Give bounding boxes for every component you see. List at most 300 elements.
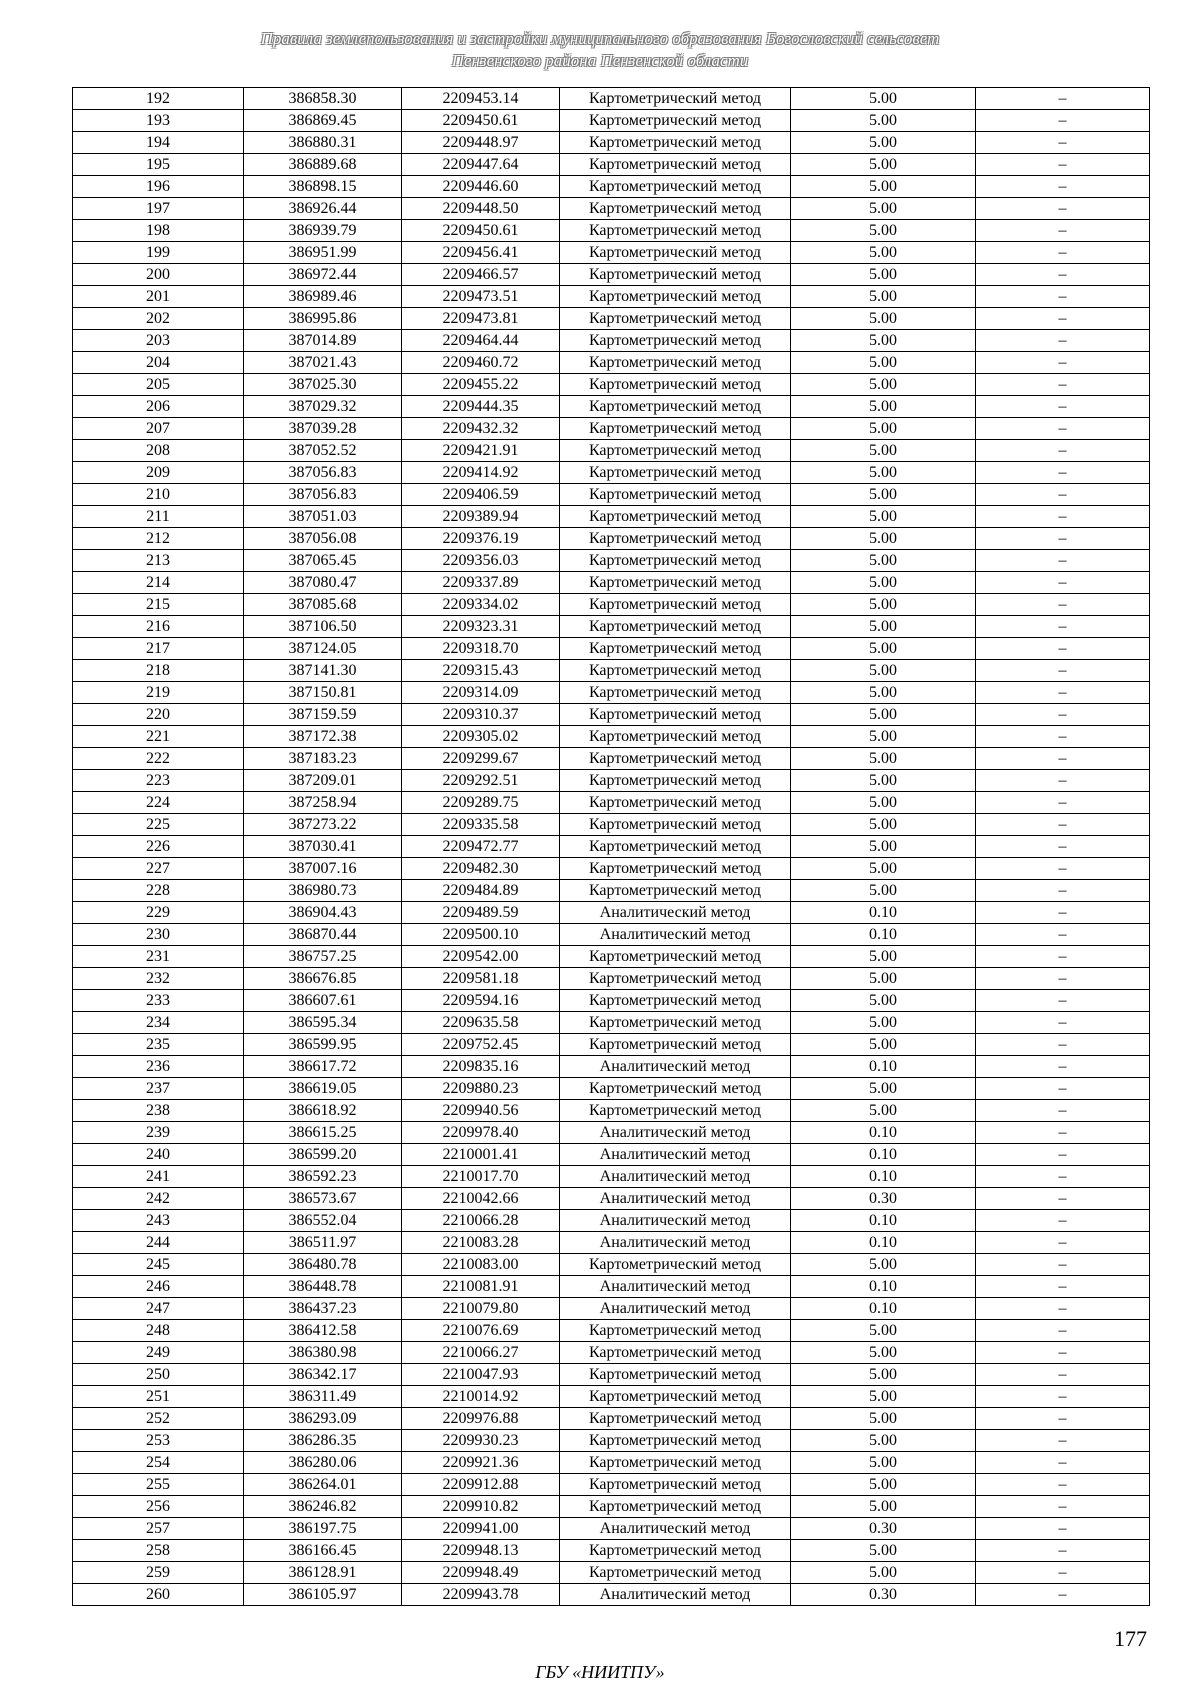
table-row	[73, 1298, 1150, 1320]
description-cell: –	[976, 1562, 1150, 1584]
description-cell: –	[976, 1056, 1150, 1078]
description-cell: –	[976, 682, 1150, 704]
method-cell: Картометрический метод	[560, 1078, 791, 1100]
description-cell: –	[976, 1584, 1150, 1606]
y-coordinate-cell: 2209941.00	[402, 1518, 560, 1540]
description-cell: –	[976, 726, 1150, 748]
accuracy-cell: 5.00	[791, 506, 976, 528]
table-row	[73, 198, 1150, 220]
y-coordinate-cell: 2209482.30	[402, 858, 560, 880]
description-cell: –	[976, 528, 1150, 550]
method-cell: Картометрический метод	[560, 88, 791, 110]
description-cell: –	[976, 616, 1150, 638]
y-coordinate-cell: 2209448.97	[402, 132, 560, 154]
accuracy-cell: 5.00	[791, 594, 976, 616]
y-coordinate-cell: 2210066.28	[402, 1210, 560, 1232]
y-coordinate-cell: 2209315.43	[402, 660, 560, 682]
point-number-cell: 204	[73, 352, 244, 374]
coordinates-table-body	[73, 88, 1150, 1606]
method-cell: Картометрический метод	[560, 1540, 791, 1562]
x-coordinate-cell: 387056.83	[244, 484, 402, 506]
table-row	[73, 418, 1150, 440]
x-coordinate-cell: 387085.68	[244, 594, 402, 616]
y-coordinate-cell: 2209976.88	[402, 1408, 560, 1430]
y-coordinate-cell: 2210014.92	[402, 1386, 560, 1408]
method-cell: Картометрический метод	[560, 352, 791, 374]
point-number-cell: 199	[73, 242, 244, 264]
x-coordinate-cell: 386989.46	[244, 286, 402, 308]
page-number: 177	[1114, 1626, 1147, 1651]
description-cell: –	[976, 1276, 1150, 1298]
table-row	[73, 462, 1150, 484]
x-coordinate-cell: 387141.30	[244, 660, 402, 682]
method-cell: Картометрический метод	[560, 660, 791, 682]
method-cell: Картометрический метод	[560, 968, 791, 990]
method-cell: Картометрический метод	[560, 1430, 791, 1452]
method-cell: Картометрический метод	[560, 132, 791, 154]
description-cell: –	[976, 396, 1150, 418]
point-number-cell: 237	[73, 1078, 244, 1100]
point-number-cell: 245	[73, 1254, 244, 1276]
description-cell: –	[976, 1188, 1150, 1210]
table-row	[73, 902, 1150, 924]
description-cell: –	[976, 506, 1150, 528]
x-coordinate-cell: 387056.08	[244, 528, 402, 550]
x-coordinate-cell: 386615.25	[244, 1122, 402, 1144]
point-number-cell: 248	[73, 1320, 244, 1342]
y-coordinate-cell: 2209635.58	[402, 1012, 560, 1034]
y-coordinate-cell: 2209337.89	[402, 572, 560, 594]
x-coordinate-cell: 386573.67	[244, 1188, 402, 1210]
y-coordinate-cell: 2209299.67	[402, 748, 560, 770]
point-number-cell: 233	[73, 990, 244, 1012]
accuracy-cell: 0.10	[791, 1056, 976, 1078]
point-number-cell: 244	[73, 1232, 244, 1254]
x-coordinate-cell: 387209.01	[244, 770, 402, 792]
x-coordinate-cell: 386311.49	[244, 1386, 402, 1408]
description-cell: –	[976, 198, 1150, 220]
coordinates-table	[72, 87, 1150, 1606]
y-coordinate-cell: 2210017.70	[402, 1166, 560, 1188]
y-coordinate-cell: 2209473.51	[402, 286, 560, 308]
point-number-cell: 223	[73, 770, 244, 792]
y-coordinate-cell: 2209978.40	[402, 1122, 560, 1144]
method-cell: Картометрический метод	[560, 880, 791, 902]
accuracy-cell: 5.00	[791, 176, 976, 198]
x-coordinate-cell: 387106.50	[244, 616, 402, 638]
x-coordinate-cell: 387014.89	[244, 330, 402, 352]
table-row	[73, 440, 1150, 462]
table-row	[73, 1144, 1150, 1166]
table-row	[73, 1364, 1150, 1386]
y-coordinate-cell: 2209948.49	[402, 1562, 560, 1584]
table-row	[73, 682, 1150, 704]
table-row	[73, 748, 1150, 770]
x-coordinate-cell: 386197.75	[244, 1518, 402, 1540]
method-cell: Картометрический метод	[560, 1386, 791, 1408]
accuracy-cell: 5.00	[791, 858, 976, 880]
method-cell: Картометрический метод	[560, 1496, 791, 1518]
y-coordinate-cell: 2209414.92	[402, 462, 560, 484]
description-cell: –	[976, 110, 1150, 132]
header-line-2: Пензенского района Пензенской области	[451, 51, 749, 70]
x-coordinate-cell: 386980.73	[244, 880, 402, 902]
y-coordinate-cell: 2209489.59	[402, 902, 560, 924]
point-number-cell: 247	[73, 1298, 244, 1320]
description-cell: –	[976, 1210, 1150, 1232]
y-coordinate-cell: 2209389.94	[402, 506, 560, 528]
y-coordinate-cell: 2209912.88	[402, 1474, 560, 1496]
description-cell: –	[976, 1232, 1150, 1254]
description-cell: –	[976, 858, 1150, 880]
point-number-cell: 255	[73, 1474, 244, 1496]
method-cell: Картометрический метод	[560, 836, 791, 858]
point-number-cell: 200	[73, 264, 244, 286]
accuracy-cell: 5.00	[791, 242, 976, 264]
table-row	[73, 330, 1150, 352]
description-cell: –	[976, 264, 1150, 286]
table-row	[73, 550, 1150, 572]
method-cell: Картометрический метод	[560, 616, 791, 638]
table-row	[73, 594, 1150, 616]
y-coordinate-cell: 2209289.75	[402, 792, 560, 814]
table-row	[73, 506, 1150, 528]
description-cell: –	[976, 990, 1150, 1012]
x-coordinate-cell: 386904.43	[244, 902, 402, 924]
x-coordinate-cell: 387124.05	[244, 638, 402, 660]
point-number-cell: 235	[73, 1034, 244, 1056]
table-row	[73, 132, 1150, 154]
table-row	[73, 858, 1150, 880]
x-coordinate-cell: 387172.38	[244, 726, 402, 748]
point-number-cell: 216	[73, 616, 244, 638]
accuracy-cell: 5.00	[791, 132, 976, 154]
point-number-cell: 211	[73, 506, 244, 528]
description-cell: –	[976, 1254, 1150, 1276]
point-number-cell: 250	[73, 1364, 244, 1386]
accuracy-cell: 5.00	[791, 682, 976, 704]
x-coordinate-cell: 386858.30	[244, 88, 402, 110]
x-coordinate-cell: 387029.32	[244, 396, 402, 418]
y-coordinate-cell: 2209334.02	[402, 594, 560, 616]
table-row	[73, 704, 1150, 726]
method-cell: Картометрический метод	[560, 1342, 791, 1364]
method-cell: Картометрический метод	[560, 110, 791, 132]
table-row	[73, 660, 1150, 682]
description-cell: –	[976, 902, 1150, 924]
method-cell: Картометрический метод	[560, 1452, 791, 1474]
x-coordinate-cell: 386128.91	[244, 1562, 402, 1584]
method-cell: Картометрический метод	[560, 638, 791, 660]
point-number-cell: 246	[73, 1276, 244, 1298]
x-coordinate-cell: 387021.43	[244, 352, 402, 374]
table-row	[73, 990, 1150, 1012]
table-row	[73, 572, 1150, 594]
table-row	[73, 880, 1150, 902]
y-coordinate-cell: 2210047.93	[402, 1364, 560, 1386]
y-coordinate-cell: 2209542.00	[402, 946, 560, 968]
method-cell: Картометрический метод	[560, 594, 791, 616]
description-cell: –	[976, 88, 1150, 110]
accuracy-cell: 5.00	[791, 704, 976, 726]
accuracy-cell: 5.00	[791, 880, 976, 902]
x-coordinate-cell: 386757.25	[244, 946, 402, 968]
description-cell: –	[976, 484, 1150, 506]
accuracy-cell: 5.00	[791, 550, 976, 572]
point-number-cell: 236	[73, 1056, 244, 1078]
table-row	[73, 1254, 1150, 1276]
method-cell: Картометрический метод	[560, 792, 791, 814]
method-cell: Картометрический метод	[560, 484, 791, 506]
point-number-cell: 258	[73, 1540, 244, 1562]
accuracy-cell: 5.00	[791, 748, 976, 770]
y-coordinate-cell: 2209594.16	[402, 990, 560, 1012]
y-coordinate-cell: 2210001.41	[402, 1144, 560, 1166]
accuracy-cell: 5.00	[791, 1254, 976, 1276]
description-cell: –	[976, 286, 1150, 308]
document-header	[0, 28, 1200, 72]
accuracy-cell: 5.00	[791, 616, 976, 638]
accuracy-cell: 5.00	[791, 1540, 976, 1562]
y-coordinate-cell: 2209453.14	[402, 88, 560, 110]
table-row	[73, 242, 1150, 264]
description-cell: –	[976, 1364, 1150, 1386]
description-cell: –	[976, 176, 1150, 198]
accuracy-cell: 5.00	[791, 374, 976, 396]
description-cell: –	[976, 1540, 1150, 1562]
y-coordinate-cell: 2209432.32	[402, 418, 560, 440]
table-row	[73, 1320, 1150, 1342]
method-cell: Картометрический метод	[560, 374, 791, 396]
method-cell: Аналитический метод	[560, 1298, 791, 1320]
y-coordinate-cell: 2209335.58	[402, 814, 560, 836]
accuracy-cell: 5.00	[791, 1034, 976, 1056]
description-cell: –	[976, 1298, 1150, 1320]
description-cell: –	[976, 770, 1150, 792]
accuracy-cell: 5.00	[791, 1386, 976, 1408]
y-coordinate-cell: 2209752.45	[402, 1034, 560, 1056]
x-coordinate-cell: 386619.05	[244, 1078, 402, 1100]
point-number-cell: 193	[73, 110, 244, 132]
x-coordinate-cell: 387030.41	[244, 836, 402, 858]
x-coordinate-cell: 386342.17	[244, 1364, 402, 1386]
description-cell: –	[976, 1122, 1150, 1144]
y-coordinate-cell: 2209292.51	[402, 770, 560, 792]
description-cell: –	[976, 1012, 1150, 1034]
accuracy-cell: 5.00	[791, 440, 976, 462]
x-coordinate-cell: 386166.45	[244, 1540, 402, 1562]
accuracy-cell: 5.00	[791, 1474, 976, 1496]
method-cell: Картометрический метод	[560, 990, 791, 1012]
description-cell: –	[976, 638, 1150, 660]
accuracy-cell: 0.10	[791, 1122, 976, 1144]
method-cell: Аналитический метод	[560, 924, 791, 946]
x-coordinate-cell: 386869.45	[244, 110, 402, 132]
x-coordinate-cell: 386286.35	[244, 1430, 402, 1452]
accuracy-cell: 0.10	[791, 1166, 976, 1188]
y-coordinate-cell: 2209450.61	[402, 110, 560, 132]
accuracy-cell: 0.10	[791, 924, 976, 946]
method-cell: Картометрический метод	[560, 264, 791, 286]
accuracy-cell: 5.00	[791, 484, 976, 506]
table-row	[73, 968, 1150, 990]
accuracy-cell: 0.10	[791, 1210, 976, 1232]
x-coordinate-cell: 386280.06	[244, 1452, 402, 1474]
point-number-cell: 225	[73, 814, 244, 836]
method-cell: Аналитический метод	[560, 1122, 791, 1144]
x-coordinate-cell: 386599.95	[244, 1034, 402, 1056]
description-cell: –	[976, 154, 1150, 176]
y-coordinate-cell: 2209910.82	[402, 1496, 560, 1518]
point-number-cell: 243	[73, 1210, 244, 1232]
y-coordinate-cell: 2210042.66	[402, 1188, 560, 1210]
description-cell: –	[976, 374, 1150, 396]
y-coordinate-cell: 2209310.37	[402, 704, 560, 726]
method-cell: Картометрический метод	[560, 396, 791, 418]
x-coordinate-cell: 386246.82	[244, 1496, 402, 1518]
y-coordinate-cell: 2209464.44	[402, 330, 560, 352]
accuracy-cell: 5.00	[791, 110, 976, 132]
method-cell: Картометрический метод	[560, 1012, 791, 1034]
method-cell: Картометрический метод	[560, 308, 791, 330]
description-cell: –	[976, 418, 1150, 440]
accuracy-cell: 0.10	[791, 1232, 976, 1254]
y-coordinate-cell: 2209500.10	[402, 924, 560, 946]
accuracy-cell: 5.00	[791, 1562, 976, 1584]
table-row	[73, 1496, 1150, 1518]
method-cell: Картометрический метод	[560, 1562, 791, 1584]
accuracy-cell: 5.00	[791, 198, 976, 220]
method-cell: Картометрический метод	[560, 704, 791, 726]
x-coordinate-cell: 387056.83	[244, 462, 402, 484]
y-coordinate-cell: 2209450.61	[402, 220, 560, 242]
point-number-cell: 212	[73, 528, 244, 550]
description-cell: –	[976, 704, 1150, 726]
point-number-cell: 252	[73, 1408, 244, 1430]
point-number-cell: 219	[73, 682, 244, 704]
point-number-cell: 238	[73, 1100, 244, 1122]
table-row	[73, 1430, 1150, 1452]
description-cell: –	[976, 814, 1150, 836]
table-row	[73, 1232, 1150, 1254]
point-number-cell: 257	[73, 1518, 244, 1540]
table-row	[73, 1078, 1150, 1100]
accuracy-cell: 0.30	[791, 1188, 976, 1210]
x-coordinate-cell: 386599.20	[244, 1144, 402, 1166]
y-coordinate-cell: 2209323.31	[402, 616, 560, 638]
accuracy-cell: 5.00	[791, 220, 976, 242]
x-coordinate-cell: 386552.04	[244, 1210, 402, 1232]
table-row	[73, 814, 1150, 836]
x-coordinate-cell: 387007.16	[244, 858, 402, 880]
x-coordinate-cell: 387065.45	[244, 550, 402, 572]
accuracy-cell: 5.00	[791, 990, 976, 1012]
accuracy-cell: 5.00	[791, 154, 976, 176]
accuracy-cell: 5.00	[791, 1100, 976, 1122]
x-coordinate-cell: 386448.78	[244, 1276, 402, 1298]
method-cell: Аналитический метод	[560, 1144, 791, 1166]
point-number-cell: 197	[73, 198, 244, 220]
x-coordinate-cell: 386889.68	[244, 154, 402, 176]
accuracy-cell: 0.10	[791, 902, 976, 924]
accuracy-cell: 5.00	[791, 1364, 976, 1386]
point-number-cell: 221	[73, 726, 244, 748]
table-row	[73, 110, 1150, 132]
description-cell: –	[976, 1474, 1150, 1496]
x-coordinate-cell: 387025.30	[244, 374, 402, 396]
point-number-cell: 202	[73, 308, 244, 330]
x-coordinate-cell: 386951.99	[244, 242, 402, 264]
accuracy-cell: 5.00	[791, 396, 976, 418]
point-number-cell: 241	[73, 1166, 244, 1188]
x-coordinate-cell: 386105.97	[244, 1584, 402, 1606]
y-coordinate-cell: 2210081.91	[402, 1276, 560, 1298]
description-cell: –	[976, 352, 1150, 374]
table-row	[73, 1166, 1150, 1188]
method-cell: Картометрический метод	[560, 176, 791, 198]
point-number-cell: 226	[73, 836, 244, 858]
description-cell: –	[976, 308, 1150, 330]
table-row	[73, 286, 1150, 308]
point-number-cell: 218	[73, 660, 244, 682]
x-coordinate-cell: 386676.85	[244, 968, 402, 990]
y-coordinate-cell: 2209466.57	[402, 264, 560, 286]
header-line-1: Правила землепользования и застройки муниципального образования Богословский сельсовет	[260, 29, 940, 48]
y-coordinate-cell: 2210083.00	[402, 1254, 560, 1276]
table-row	[73, 770, 1150, 792]
method-cell: Картометрический метод	[560, 726, 791, 748]
y-coordinate-cell: 2209314.09	[402, 682, 560, 704]
accuracy-cell: 5.00	[791, 1342, 976, 1364]
x-coordinate-cell: 386380.98	[244, 1342, 402, 1364]
table-row	[73, 1342, 1150, 1364]
accuracy-cell: 5.00	[791, 330, 976, 352]
point-number-cell: 217	[73, 638, 244, 660]
description-cell: –	[976, 1452, 1150, 1474]
accuracy-cell: 5.00	[791, 462, 976, 484]
point-number-cell: 234	[73, 1012, 244, 1034]
table-row	[73, 88, 1150, 110]
y-coordinate-cell: 2209456.41	[402, 242, 560, 264]
table-row	[73, 1210, 1150, 1232]
table-row	[73, 1584, 1150, 1606]
y-coordinate-cell: 2209421.91	[402, 440, 560, 462]
description-cell: –	[976, 550, 1150, 572]
accuracy-cell: 5.00	[791, 528, 976, 550]
accuracy-cell: 0.10	[791, 1298, 976, 1320]
description-cell: –	[976, 572, 1150, 594]
x-coordinate-cell: 386412.58	[244, 1320, 402, 1342]
table-row	[73, 1100, 1150, 1122]
x-coordinate-cell: 386264.01	[244, 1474, 402, 1496]
description-cell: –	[976, 594, 1150, 616]
x-coordinate-cell: 387183.23	[244, 748, 402, 770]
table-row	[73, 792, 1150, 814]
x-coordinate-cell: 386972.44	[244, 264, 402, 286]
point-number-cell: 256	[73, 1496, 244, 1518]
point-number-cell: 198	[73, 220, 244, 242]
y-coordinate-cell: 2209455.22	[402, 374, 560, 396]
y-coordinate-cell: 2210066.27	[402, 1342, 560, 1364]
table-row	[73, 638, 1150, 660]
y-coordinate-cell: 2209376.19	[402, 528, 560, 550]
accuracy-cell: 5.00	[791, 1408, 976, 1430]
point-number-cell: 203	[73, 330, 244, 352]
accuracy-cell: 5.00	[791, 1496, 976, 1518]
description-cell: –	[976, 1342, 1150, 1364]
method-cell: Аналитический метод	[560, 1210, 791, 1232]
accuracy-cell: 5.00	[791, 792, 976, 814]
